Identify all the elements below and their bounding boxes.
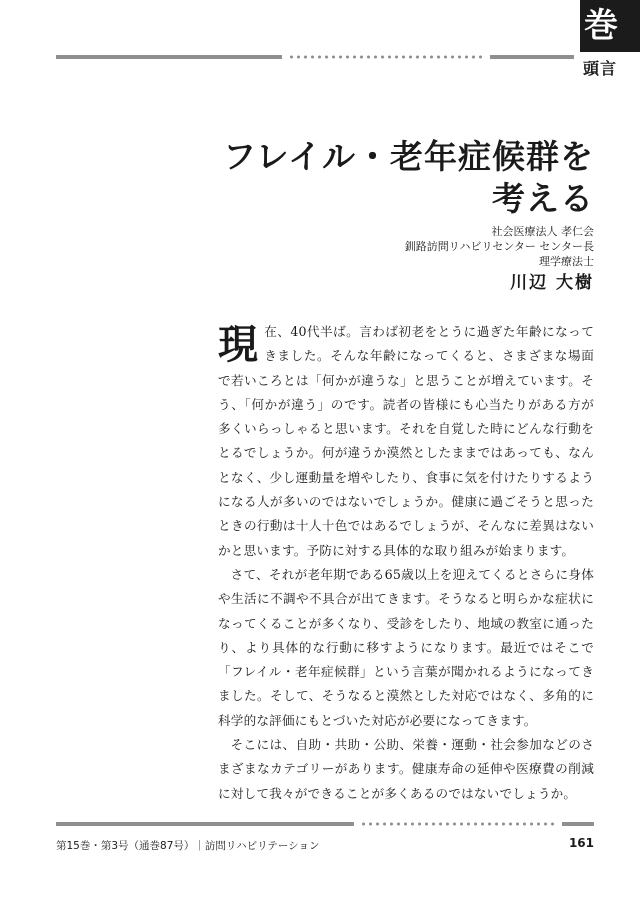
footer-rule: [56, 822, 594, 826]
author-qualification: 理学療法士: [539, 255, 594, 268]
author-name: 川辺 大樹: [510, 273, 594, 293]
dropcap: 現: [218, 321, 259, 368]
paragraph-1-text: 在、40代半ば。言わば初老をとうに過ぎた年齢になってきました。そんな年齢になってくると、さまざまな場面で若いころとは「何かが違うな」と思うことが増えています。そう、「何かが違う」のです。読者の皆様にも心当たりがある方が多くいらっしゃると思います。それを自覚した時にどんな行動をとるでしょうか。何が違うか漠然としたままではあっても、なんとなく、少し運動量を増やしたり、食事に気を付けたりするようになる人が多いのではないでしょうか。健康に過ごそうと思ったときの行動は十人十色ではあるでしょうが、そんなに差異はないかと思います。予防に対する具体的な取り組みが始まります。: [218, 324, 594, 558]
paragraph-2: さて、それが老年期である65歳以上を迎えてくるとさらに身体や生活に不調や不具合が出てきます。そうなると明らかな症状になってくることが多くなり、受診をしたり、地域の教室に通ったり、より具体的な行動に移すようになります。最近ではそこで「フレイル・老年症候群」という言葉が聞かれるようになってきました。そして、そうなると漠然とした対応ではなく、多角的に科学的な評価にもとづいた対応が必要になってきます。: [218, 566, 594, 728]
section-label: 頭言: [583, 59, 618, 78]
header-rule: [56, 55, 574, 59]
article-title: [223, 136, 594, 220]
paragraph-3: そこには、自助・共助・公助、栄養・運動・社会参加などのさまざまなカテゴリーがあります。健康寿命の延伸や医療費の削減に対して我々ができることが多くあるのではないでしょうか。: [218, 737, 594, 801]
author-affiliation: [405, 224, 594, 269]
author-org-1: 社会医療法人 孝仁会: [491, 225, 594, 238]
paragraph-1: [218, 320, 594, 563]
title-line-1: フレイル・老年症候群を: [222, 137, 594, 176]
page-number: 161: [568, 836, 594, 850]
article-body: [218, 320, 594, 806]
title-line-2: 考える: [492, 179, 594, 218]
section-tab: 巻: [580, 0, 640, 52]
footer-issue: 第15巻・第3号（通巻87号）｜訪問リハビリテーション: [56, 840, 320, 852]
author-org-2: 釧路訪問リハビリセンター センター長: [404, 240, 594, 253]
